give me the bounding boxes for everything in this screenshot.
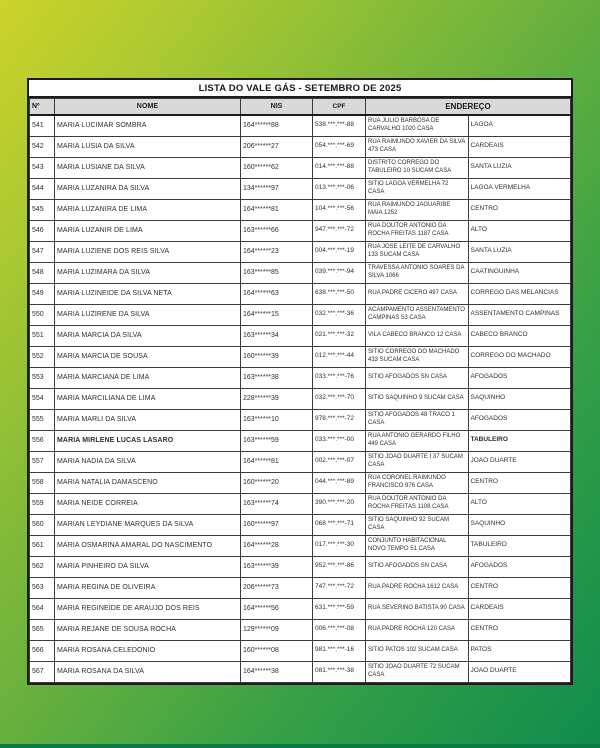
cell-endereco: SITIO PATOS 102 SUCAM CASA [366,640,469,661]
cell-cpf: 947.***.***-72 [313,220,366,241]
cell-nis: 163******85 [241,262,313,283]
cell-nome: MARIA ROSANA DA SILVA [55,661,241,682]
cell-num: 563 [30,577,55,598]
cell-nis: 164******81 [241,199,313,220]
cell-nis: 163******34 [241,325,313,346]
cell-bairro: CENTRO [468,199,571,220]
table-row [30,430,571,451]
cell-cpf: 021.***.***-32 [313,325,366,346]
cell-num: 560 [30,514,55,535]
table-row [30,556,571,577]
cell-cpf: 390.***.***-20 [313,493,366,514]
cell-num: 545 [30,199,55,220]
cell-cpf: 044.***.***-89 [313,472,366,493]
cell-nis: 164******23 [241,241,313,262]
cell-bairro: CARDEAIS [468,136,571,157]
cell-num: 546 [30,220,55,241]
table-row [30,619,571,640]
cell-nis: 129******09 [241,619,313,640]
cell-bairro: SAQUINHO [468,514,571,535]
bottom-edge-strip [0,744,600,748]
cell-nome: MARIA ROSANA CELEDONIO [55,640,241,661]
cell-endereco: VILA CABECO BRANCO 12 CASA [366,325,469,346]
table-row [30,241,571,262]
cell-endereco: CONJUNTO HABITACIONAL NOVO TEMPO 51 CASA [366,535,469,556]
table-row [30,367,571,388]
cell-cpf: 747.***.***-72 [313,577,366,598]
cell-nis: 163******66 [241,220,313,241]
table-row [30,178,571,199]
cell-bairro: CENTRO [468,472,571,493]
cell-nome: MARIA NATALIA DAMASCENO [55,472,241,493]
cell-nome: MARIA LUCIMAR SOMBRA [55,115,241,137]
cell-cpf: 631.***.***-59 [313,598,366,619]
cell-nome: MARIA LUZIRENE DA SILVA [55,304,241,325]
table-row [30,157,571,178]
cell-nis: 160******20 [241,472,313,493]
table-row [30,409,571,430]
cell-endereco: RUA CORONEL RAIMUNDO FRANCISCO 976 CASA [366,472,469,493]
cell-nis: 134******97 [241,178,313,199]
cell-bairro: PATOS [468,640,571,661]
cell-bairro: SAQUINHO [468,388,571,409]
cell-num: 564 [30,598,55,619]
cell-nome: MARIA REGINA DE OLIVEIRA [55,577,241,598]
cell-num: 554 [30,388,55,409]
table-row [30,115,571,137]
cell-bairro: AFOGADOS [468,367,571,388]
cell-endereco: RUA PADRE CICERO 497 CASA [366,283,469,304]
cell-endereco: SITIO LAGOA VERMELHA 72 CASA [366,178,469,199]
cell-cpf: 978.***.***-72 [313,409,366,430]
cell-cpf: 017.***.***-30 [313,535,366,556]
cell-num: 565 [30,619,55,640]
cell-cpf: 054.***.***-69 [313,136,366,157]
cell-cpf: 104.***.***-56 [313,199,366,220]
cell-endereco: RUA SEVERINO BATISTA 90 CASA [366,598,469,619]
cell-cpf: 538.***.***-88 [313,115,366,137]
cell-endereco: RUA RAIMUNDO JAGUARIBE MAIA 1252 [366,199,469,220]
header-endereco: ENDEREÇO [366,98,571,115]
cell-num: 550 [30,304,55,325]
table-row [30,493,571,514]
cell-nome: MARIAN LEYDIANE MARQUES DA SILVA [55,514,241,535]
cell-cpf: 004.***.***-19 [313,241,366,262]
cell-cpf: 068.***.***-71 [313,514,366,535]
cell-endereco: RUA DOUTOR ANTONIO DA ROCHA FREITAS 1108 CASA [366,493,469,514]
cell-nome: MARIA PINHEIRO DA SILVA [55,556,241,577]
cell-nome: MARIA REGINEIDE DE ARAUJO DOS REIS [55,598,241,619]
cell-bairro: JOAO DUARTE [468,451,571,472]
cell-bairro: AFOGADOS [468,556,571,577]
cell-nis: 163******59 [241,430,313,451]
cell-endereco: RUA DOUTOR ANTONIO DA ROCHA FREITAS 1187 CASA [366,220,469,241]
header-nis: NIS [241,98,313,115]
vale-gas-list-document [27,78,573,685]
cell-endereco: RUA JOSE LEITE DE CARVALHO 133 SUCAM CASA [366,241,469,262]
cell-nome: MARIA MIRLENE LUCAS LASARO [55,430,241,451]
cell-bairro: CENTRO [468,577,571,598]
cell-cpf: 014.***.***-88 [313,157,366,178]
cell-num: 562 [30,556,55,577]
cell-nis: 163******39 [241,556,313,577]
cell-num: 559 [30,493,55,514]
cell-nome: MARIA REJANE DE SOUSA ROCHA [55,619,241,640]
cell-nome: MARIA NADIA DA SILVA [55,451,241,472]
cell-nome: MARIA NEIDE CORREIA [55,493,241,514]
cell-num: 551 [30,325,55,346]
cell-nome: MARIA MARCILIANA DE LIMA [55,388,241,409]
table-row [30,535,571,556]
cell-nis: 164******56 [241,598,313,619]
cell-bairro: ALTO [468,220,571,241]
cell-endereco: SITIO JOAO DUARTE I 37 SUCAM CASA [366,451,469,472]
cell-cpf: 012.***.***-44 [313,346,366,367]
cell-endereco: SITIO CORREGO DO MACHADO 433 SUCAM CASA [366,346,469,367]
cell-bairro: TABULEIRO [468,430,571,451]
cell-num: 555 [30,409,55,430]
table-row [30,283,571,304]
cell-nome: MARIA MARCIANA DE LIMA [55,367,241,388]
table-row [30,220,571,241]
cell-endereco: ACAMPAMENTO ASSENTAMENTO CAMPINAS 53 CASA [366,304,469,325]
cell-num: 557 [30,451,55,472]
header-nome: NOME [55,98,241,115]
cell-nis: 164******28 [241,535,313,556]
cell-nis: 206******27 [241,136,313,157]
cell-cpf: 638.***.***-50 [313,283,366,304]
cell-endereco: TRAVESSA ANTONIO SOARES DA SILVA 1066 [366,262,469,283]
cell-bairro: JOAO DUARTE [468,661,571,682]
cell-cpf: 033.***.***-00 [313,430,366,451]
cell-num: 543 [30,157,55,178]
cell-bairro: ASSENTAMENTO CAMPINAS [468,304,571,325]
cell-num: 553 [30,367,55,388]
header-cpf: CPF [313,98,366,115]
cell-endereco: RUA ANTONIO GERARDO FILHO 449 CASA [366,430,469,451]
cell-num: 561 [30,535,55,556]
cell-nis: 164******88 [241,115,313,137]
cell-nome: MARIA LUZIMARA DA SILVA [55,262,241,283]
cell-num: 558 [30,472,55,493]
cell-nome: MARIA LUSIA DA SILVA [55,136,241,157]
cell-nome: MARIA LUZINEIDE DA SILVA NETA [55,283,241,304]
cell-bairro: AFOGADOS [468,409,571,430]
cell-endereco: SITIO SAQUINHO 92 SUCAM CASA [366,514,469,535]
cell-cpf: 039.***.***-94 [313,262,366,283]
cell-cpf: 032.***.***-70 [313,388,366,409]
cell-nome: MARIA LUZANIR DE LIMA [55,220,241,241]
table-row [30,136,571,157]
table-header [30,98,571,115]
cell-bairro: SANTA LUZIA [468,241,571,262]
cell-endereco: SITIO AFOGADOS SN CASA [366,556,469,577]
cell-nome: MARIA OSMARINA AMARAL DO NASCIMENTO [55,535,241,556]
cell-num: 542 [30,136,55,157]
cell-nis: 164******81 [241,451,313,472]
table-row [30,262,571,283]
cell-nome: MARIA MARCIA DA SILVA [55,325,241,346]
table-row [30,661,571,682]
document-title: LISTA DO VALE GÁS - SETEMBRO DE 2025 [29,80,571,98]
cell-num: 549 [30,283,55,304]
beneficiaries-table [29,98,571,683]
cell-cpf: 081.***.***-38 [313,661,366,682]
cell-cpf: 981.***.***-16 [313,640,366,661]
cell-num: 556 [30,430,55,451]
cell-endereco: RUA PADRE ROCHA 120 CASA [366,619,469,640]
table-row [30,577,571,598]
table-row [30,388,571,409]
cell-nis: 164******15 [241,304,313,325]
table-body [30,115,571,683]
cell-bairro: CABECO BRANCO [468,325,571,346]
cell-bairro: LAGOA [468,115,571,137]
cell-nome: MARIA MARLI DA SILVA [55,409,241,430]
cell-bairro: TABULEIRO [468,535,571,556]
cell-nome: MARIA LUZIENE DOS REIS SILVA [55,241,241,262]
cell-num: 566 [30,640,55,661]
cell-num: 552 [30,346,55,367]
cell-bairro: SANTA LUZIA [468,157,571,178]
table-row [30,325,571,346]
cell-endereco: SITIO AFOGADOS SN CASA [366,367,469,388]
cell-cpf: 013.***.***-06 [313,178,366,199]
cell-bairro: CORREGO DAS MELANCIAS [468,283,571,304]
cell-cpf: 032.***.***-36 [313,304,366,325]
cell-nis: 163******10 [241,409,313,430]
cell-nis: 160******08 [241,640,313,661]
cell-endereco: RUA JULIO BARBOSA DE CARVALHO 1020 CASA [366,115,469,137]
cell-nome: MARIA MARCIA DE SOUSA [55,346,241,367]
cell-num: 547 [30,241,55,262]
cell-nome: MARIA LUSIANE DA SILVA [55,157,241,178]
cell-nis: 228******39 [241,388,313,409]
cell-nis: 160******97 [241,514,313,535]
cell-num: 541 [30,115,55,137]
cell-num: 567 [30,661,55,682]
cell-nome: MARIA LUZANIRA DE LIMA [55,199,241,220]
cell-endereco: SITIO JOAO DUARTE 72 SUCAM CASA [366,661,469,682]
cell-cpf: 006.***.***-08 [313,619,366,640]
cell-nis: 163******38 [241,367,313,388]
table-row [30,304,571,325]
table-row [30,514,571,535]
table-row [30,598,571,619]
cell-endereco: SITIO SAQUINHO 9 SUCAM CASA [366,388,469,409]
cell-num: 548 [30,262,55,283]
cell-endereco: RUA RAIMUNDO XAVIER DA SILVA 473 CASA [366,136,469,157]
cell-bairro: CORREGO DO MACHADO [468,346,571,367]
table-row [30,472,571,493]
cell-cpf: 952.***.***-86 [313,556,366,577]
cell-endereco: DISTRITO CORREGO DO TABULEIRO 10 SUCAM CASA [366,157,469,178]
cell-nome: MARIA LUZANIRA DA SILVA [55,178,241,199]
cell-bairro: CARDEAIS [468,598,571,619]
cell-nis: 160******62 [241,157,313,178]
table-row [30,451,571,472]
cell-bairro: CENTRO [468,619,571,640]
header-num: Nº [30,98,55,115]
cell-num: 544 [30,178,55,199]
cell-endereco: RUA PADRE ROCHA 1612 CASA [366,577,469,598]
table-row [30,199,571,220]
table-row [30,640,571,661]
cell-nis: 164******38 [241,661,313,682]
cell-nis: 164******63 [241,283,313,304]
table-row [30,346,571,367]
cell-nis: 160******39 [241,346,313,367]
cell-bairro: CAATINGUINHA [468,262,571,283]
cell-nis: 163******74 [241,493,313,514]
cell-cpf: 033.***.***-76 [313,367,366,388]
cell-nis: 206******73 [241,577,313,598]
cell-bairro: ALTO [468,493,571,514]
cell-endereco: SITIO AFOGADOS 48 TRACO 1 CASA [366,409,469,430]
cell-cpf: 002.***.***-07 [313,451,366,472]
cell-bairro: LAGOA VERMELHA [468,178,571,199]
